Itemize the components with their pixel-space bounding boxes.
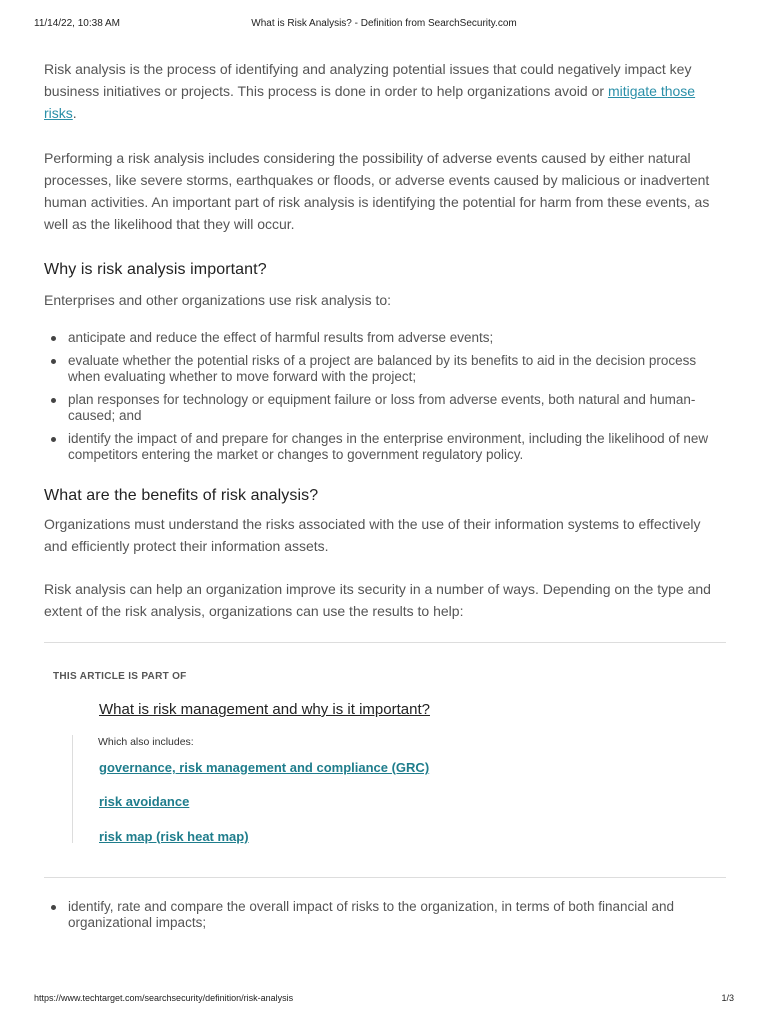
intro-paragraph-1 [44,58,714,124]
importance-list [44,330,726,463]
page-number: 1/3 [721,993,734,1003]
section-heading-importance: Why is risk analysis important? [44,261,267,278]
section2-paragraph-2: Risk analysis can help an organization improve its security in a number of ways. Depending on the type and extent of the risk analysis, organizations can use the results to help: [44,581,711,619]
risk-avoidance-link[interactable]: risk avoidance [99,794,190,809]
section1-lead: Enterprises and other organizations use risk analysis to: [44,292,392,308]
tree-rail [72,735,79,843]
also-includes-label: Which also includes: [98,736,194,748]
list-item: anticipate and reduce the effect of harmful results from adverse events; [44,330,726,346]
print-timestamp: 11/14/22, 10:38 AM [34,18,120,29]
list-item: identify the impact of and prepare for changes in the enterprise environment, including the likelihood of new competitors entering the market or changes to government regulatory policy. [44,431,726,463]
article-part-label: THIS ARTICLE IS PART OF [53,671,187,682]
risk-management-guide-link[interactable]: What is risk management and why is it important? [99,701,430,718]
list-item: identify, rate and compare the overall impact of risks to the organization, in terms of both financial and organizational impacts; [44,899,726,931]
intro-end: . [72,105,77,121]
article-series-box [44,643,726,877]
print-title: What is Risk Analysis? - Definition from SearchSecurity.com [251,18,517,29]
section2-paragraph-1: Organizations must understand the risks associated with the use of their information systems to effectively and efficiently protect their information assets. [44,516,701,554]
list-item: plan responses for technology or equipment failure or loss from adverse events, both natural and human-caused; and [44,392,726,424]
article-box-bottom-divider [44,877,726,878]
page-url: https://www.techtarget.com/searchsecurity/definition/risk-analysis [34,993,294,1003]
intro-text: Risk analysis is the process of identifying and analyzing potential issues that could negatively impact key business initiatives or projects. This process is done in order to help organizations avoid or [44,61,692,99]
list-item: evaluate whether the potential risks of a project are balanced by its benefits to aid in the decision process when evaluating whether to move forward with the project; [44,353,726,385]
grc-link[interactable]: governance, risk management and compliance (GRC) [99,760,430,775]
section-heading-benefits: What are the benefits of risk analysis? [44,487,319,504]
intro-paragraph-2: Performing a risk analysis includes considering the possibility of adverse events caused by either natural processes, like severe storms, earthquakes or floods, or adverse events caused by malicious or inadvertent human activities. An important part of risk analysis is identifying the potential for harm from these events, as well as the likelihood that they will occur. [44,150,710,232]
mitigate-risks-link[interactable]: mitigate those risks [44,83,696,121]
benefits-list [44,899,726,931]
article-body [44,58,726,931]
risk-map-link[interactable]: risk map (risk heat map) [99,829,249,844]
